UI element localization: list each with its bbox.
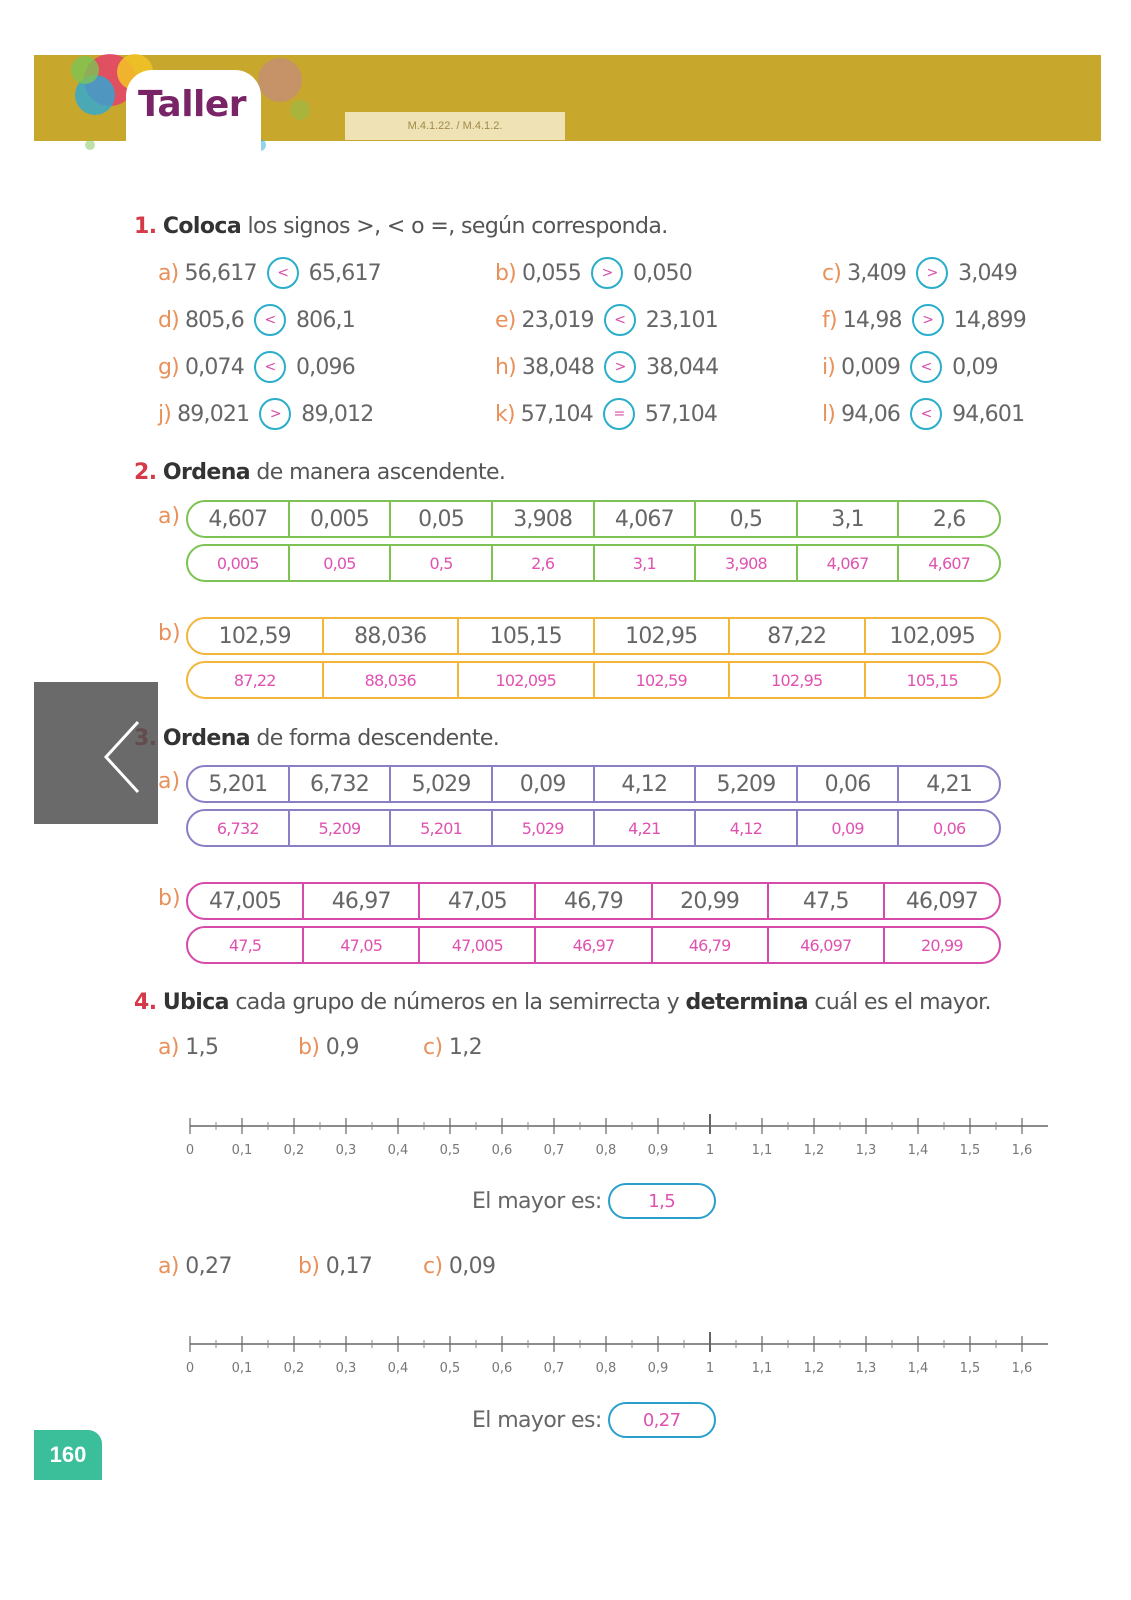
number-cell: 0,5 <box>694 502 796 536</box>
answer-cell[interactable]: 3,908 <box>694 546 796 580</box>
q3-b-given-row <box>186 882 1001 920</box>
sign-answer[interactable]: < <box>267 257 299 289</box>
number-cell: 88,036 <box>322 619 458 653</box>
item-value: 1,2 <box>448 1035 483 1060</box>
number-cell: 46,79 <box>534 884 650 918</box>
right-number: 0,050 <box>632 260 692 286</box>
tick-label: 1 <box>705 1361 715 1376</box>
exercise-label: b) <box>158 886 181 911</box>
right-number: 23,101 <box>645 307 718 333</box>
number-cell: 5,201 <box>208 771 268 797</box>
item-label: a) <box>158 1254 186 1279</box>
tick-label: 1,2 <box>803 1361 825 1376</box>
tick-label: 0,9 <box>647 1361 669 1376</box>
largest-answer <box>472 1402 716 1438</box>
answer-cell[interactable]: 5,029 <box>491 811 593 845</box>
tick-label: 1,3 <box>855 1143 877 1158</box>
number-cell: 46,97 <box>302 884 418 918</box>
q3-a-answer-row <box>186 809 1001 847</box>
tick-label: 0,8 <box>595 1361 617 1376</box>
answer-cell[interactable]: 102,95 <box>728 663 864 697</box>
answer-cell[interactable]: 102,59 <box>593 663 729 697</box>
right-number: 38,044 <box>646 354 719 380</box>
number-line <box>185 1328 1050 1388</box>
tick-label: 1,1 <box>751 1361 773 1376</box>
number-cell: 87,22 <box>728 619 864 653</box>
left-number: 0,055 <box>521 260 581 286</box>
comparison-item <box>158 349 355 385</box>
left-number: 56,617 <box>184 260 257 286</box>
number-cell: 4,607 <box>208 506 268 532</box>
number-cell: 102,095 <box>864 619 1000 653</box>
number-cell: 5,029 <box>389 767 491 801</box>
left-number: 38,048 <box>521 354 595 380</box>
tick-label: 0,5 <box>439 1143 461 1158</box>
right-number: 57,104 <box>644 401 718 427</box>
left-number: 805,6 <box>184 307 244 333</box>
number-group-item <box>423 1254 495 1279</box>
number-cell: 0,09 <box>491 767 593 801</box>
tick-label: 0,3 <box>335 1143 357 1158</box>
tick-label: 1,4 <box>907 1361 929 1376</box>
left-number: 23,019 <box>521 307 594 333</box>
answer-cell[interactable]: 6,732 <box>216 818 259 838</box>
q2-b-given-row <box>186 617 1001 655</box>
tick-label: 0,1 <box>231 1361 253 1376</box>
sign-answer[interactable]: > <box>916 257 948 289</box>
chevron-left-icon <box>34 682 158 824</box>
tick-label: 1,5 <box>959 1361 981 1376</box>
tick-label: 1,1 <box>751 1143 773 1158</box>
answer-cell[interactable]: 0,005 <box>216 553 259 573</box>
largest-label: El mayor es: <box>472 1407 602 1433</box>
curriculum-code: M.4.1.22. / M.4.1.2. <box>345 112 565 140</box>
answer-cell[interactable]: 0,05 <box>288 546 390 580</box>
comparison-item <box>822 302 1026 338</box>
tick-label: 0,6 <box>491 1361 513 1376</box>
exercise-label: a) <box>158 769 181 794</box>
largest-label: El mayor es: <box>472 1188 602 1214</box>
comparison-item <box>822 349 998 385</box>
item-label: i) <box>822 354 836 380</box>
item-label: h) <box>495 354 516 380</box>
item-label: k) <box>495 401 515 427</box>
tick-label: 1,6 <box>1011 1143 1033 1158</box>
answer-cell[interactable]: 4,607 <box>897 546 999 580</box>
sign-answer[interactable]: < <box>910 398 942 430</box>
comparison-item <box>495 396 717 432</box>
answer-cell[interactable]: 0,06 <box>897 811 999 845</box>
number-cell: 47,5 <box>767 884 883 918</box>
answer-cell[interactable]: 4,12 <box>694 811 796 845</box>
number-group-item <box>158 1035 218 1060</box>
answer-cell[interactable]: 3,1 <box>593 546 695 580</box>
number-cell: 3,908 <box>491 502 593 536</box>
right-number: 0,09 <box>952 354 998 380</box>
item-label: d) <box>158 307 179 333</box>
answer-cell[interactable]: 46,97 <box>534 928 650 962</box>
answer-cell[interactable]: 4,067 <box>796 546 898 580</box>
item-value: 0,17 <box>325 1254 373 1279</box>
left-number: 94,06 <box>841 401 901 427</box>
left-number: 14,98 <box>842 307 902 333</box>
item-value: 0,09 <box>448 1254 496 1279</box>
item-label: f) <box>822 307 837 333</box>
answer-cell[interactable]: 102,095 <box>457 663 593 697</box>
answer-cell[interactable]: 5,209 <box>288 811 390 845</box>
answer-cell[interactable]: 0,09 <box>796 811 898 845</box>
tick-label: 1,6 <box>1011 1361 1033 1376</box>
number-group-item <box>298 1254 372 1279</box>
tick-label: 0 <box>185 1143 195 1158</box>
item-value: 0,27 <box>185 1254 232 1279</box>
number-line <box>185 1110 1050 1170</box>
number-cell: 102,95 <box>593 619 729 653</box>
item-label: b) <box>495 260 516 286</box>
sign-answer[interactable]: > <box>912 304 944 336</box>
number-cell: 0,05 <box>389 502 491 536</box>
tick-label: 1 <box>705 1143 715 1158</box>
number-cell: 102,59 <box>218 623 291 649</box>
number-cell: 47,005 <box>208 888 282 914</box>
right-number: 89,012 <box>301 401 374 427</box>
tick-label: 0,7 <box>543 1143 565 1158</box>
number-group-item <box>423 1035 482 1060</box>
tick-label: 0,8 <box>595 1143 617 1158</box>
sign-answer[interactable]: < <box>604 304 636 336</box>
item-label: e) <box>495 307 516 333</box>
number-cell: 47,05 <box>418 884 534 918</box>
number-cell: 2,6 <box>897 502 999 536</box>
sign-answer[interactable]: > <box>591 257 623 289</box>
item-label: g) <box>158 354 179 380</box>
number-cell: 6,732 <box>288 767 390 801</box>
comparison-item <box>158 302 355 338</box>
number-cell: 3,1 <box>796 502 898 536</box>
sign-answer[interactable]: < <box>254 351 286 383</box>
tick-label: 1,2 <box>803 1143 825 1158</box>
answer-cell[interactable]: 105,15 <box>864 663 1000 697</box>
right-number: 0,096 <box>295 354 355 380</box>
item-label: l) <box>822 401 836 427</box>
question-3-title: Ordena de forma descendente. <box>162 726 500 751</box>
answer-cell[interactable]: 20,99 <box>883 928 999 962</box>
item-label: c) <box>423 1254 449 1279</box>
left-number: 3,409 <box>847 260 907 286</box>
q2-a-given-row <box>186 500 1001 538</box>
question-2-title: 2. Ordena de manera ascendente. <box>134 460 506 485</box>
tick-label: 0,4 <box>387 1143 409 1158</box>
left-number: 57,104 <box>520 401 593 427</box>
comparison-item <box>495 302 718 338</box>
section-title: Taller <box>138 84 247 125</box>
comparison-item <box>158 396 373 432</box>
largest-answer-box[interactable]: 1,5 <box>608 1183 716 1219</box>
number-cell: 4,21 <box>897 767 999 801</box>
tick-label: 1,3 <box>855 1361 877 1376</box>
right-number: 14,899 <box>953 307 1026 333</box>
left-number: 0,009 <box>841 354 901 380</box>
question-4-title: 4. Ubica cada grupo de números en la semirrecta y determina cuál es el mayor. <box>134 990 991 1015</box>
tick-label: 0,2 <box>283 1143 305 1158</box>
item-label: c) <box>822 260 842 286</box>
item-value: 0,9 <box>325 1035 359 1060</box>
sign-answer[interactable]: < <box>254 304 286 336</box>
answer-cell[interactable]: 4,21 <box>593 811 695 845</box>
sign-answer[interactable]: < <box>910 351 942 383</box>
answer-cell[interactable]: 47,005 <box>418 928 534 962</box>
item-value: 1,5 <box>185 1035 219 1060</box>
item-label: j) <box>158 401 172 427</box>
tick-label: 0,2 <box>283 1361 305 1376</box>
number-group-item <box>158 1254 232 1279</box>
number-cell: 5,209 <box>694 767 796 801</box>
tick-label: 0,5 <box>439 1361 461 1376</box>
comparison-item <box>822 396 1024 432</box>
sign-answer[interactable]: > <box>259 398 291 430</box>
q2-b-answer-row <box>186 661 1001 699</box>
number-cell: 4,12 <box>593 767 695 801</box>
tick-label: 0,4 <box>387 1361 409 1376</box>
number-cell: 20,99 <box>651 884 767 918</box>
previous-page-button[interactable] <box>34 682 158 824</box>
tick-label: 1,4 <box>907 1143 929 1158</box>
q3-b-answer-row <box>186 926 1001 964</box>
answer-cell[interactable]: 46,79 <box>651 928 767 962</box>
comparison-item <box>495 255 692 291</box>
exercise-label: b) <box>158 621 181 646</box>
largest-answer-box[interactable]: 0,27 <box>608 1402 716 1438</box>
number-cell: 0,06 <box>796 767 898 801</box>
number-group-item <box>298 1035 359 1060</box>
right-number: 94,601 <box>952 401 1025 427</box>
left-number: 0,074 <box>184 354 244 380</box>
number-cell: 105,15 <box>457 619 593 653</box>
item-label: a) <box>158 260 179 286</box>
tick-label: 0,7 <box>543 1361 565 1376</box>
number-cell: 46,097 <box>883 884 999 918</box>
right-number: 806,1 <box>295 307 355 333</box>
tick-label: 0 <box>185 1361 195 1376</box>
tick-label: 0,9 <box>647 1143 669 1158</box>
item-label: c) <box>423 1035 449 1060</box>
number-cell: 4,067 <box>593 502 695 536</box>
page-number: 160 <box>34 1430 102 1480</box>
item-label: b) <box>298 1254 326 1279</box>
answer-cell[interactable]: 5,201 <box>389 811 491 845</box>
comparison-item <box>158 255 381 291</box>
answer-cell[interactable]: 47,5 <box>228 935 262 955</box>
sign-answer[interactable]: > <box>604 351 636 383</box>
right-number: 65,617 <box>308 260 381 286</box>
item-label: a) <box>158 1035 186 1060</box>
q3-a-given-row <box>186 765 1001 803</box>
tick-label: 1,5 <box>959 1143 981 1158</box>
item-label: b) <box>298 1035 326 1060</box>
tick-label: 0,3 <box>335 1361 357 1376</box>
answer-cell[interactable]: 88,036 <box>322 663 458 697</box>
q2-a-answer-row <box>186 544 1001 582</box>
tick-label: 0,1 <box>231 1143 253 1158</box>
comparison-item <box>495 349 718 385</box>
answer-cell[interactable]: 46,097 <box>767 928 883 962</box>
answer-cell[interactable]: 0,5 <box>389 546 491 580</box>
largest-answer <box>472 1183 716 1219</box>
answer-cell[interactable]: 87,22 <box>233 670 276 690</box>
exercise-label: a) <box>158 504 181 529</box>
number-cell: 0,005 <box>288 502 390 536</box>
right-number: 3,049 <box>958 260 1018 286</box>
answer-cell[interactable]: 47,05 <box>302 928 418 962</box>
sign-answer[interactable]: = <box>603 398 635 430</box>
left-number: 89,021 <box>177 401 250 427</box>
answer-cell[interactable]: 2,6 <box>491 546 593 580</box>
comparison-item <box>822 255 1017 291</box>
tick-label: 0,6 <box>491 1143 513 1158</box>
question-1-title: 1. Coloca los signos >, < o =, según corresponda. <box>134 214 668 239</box>
